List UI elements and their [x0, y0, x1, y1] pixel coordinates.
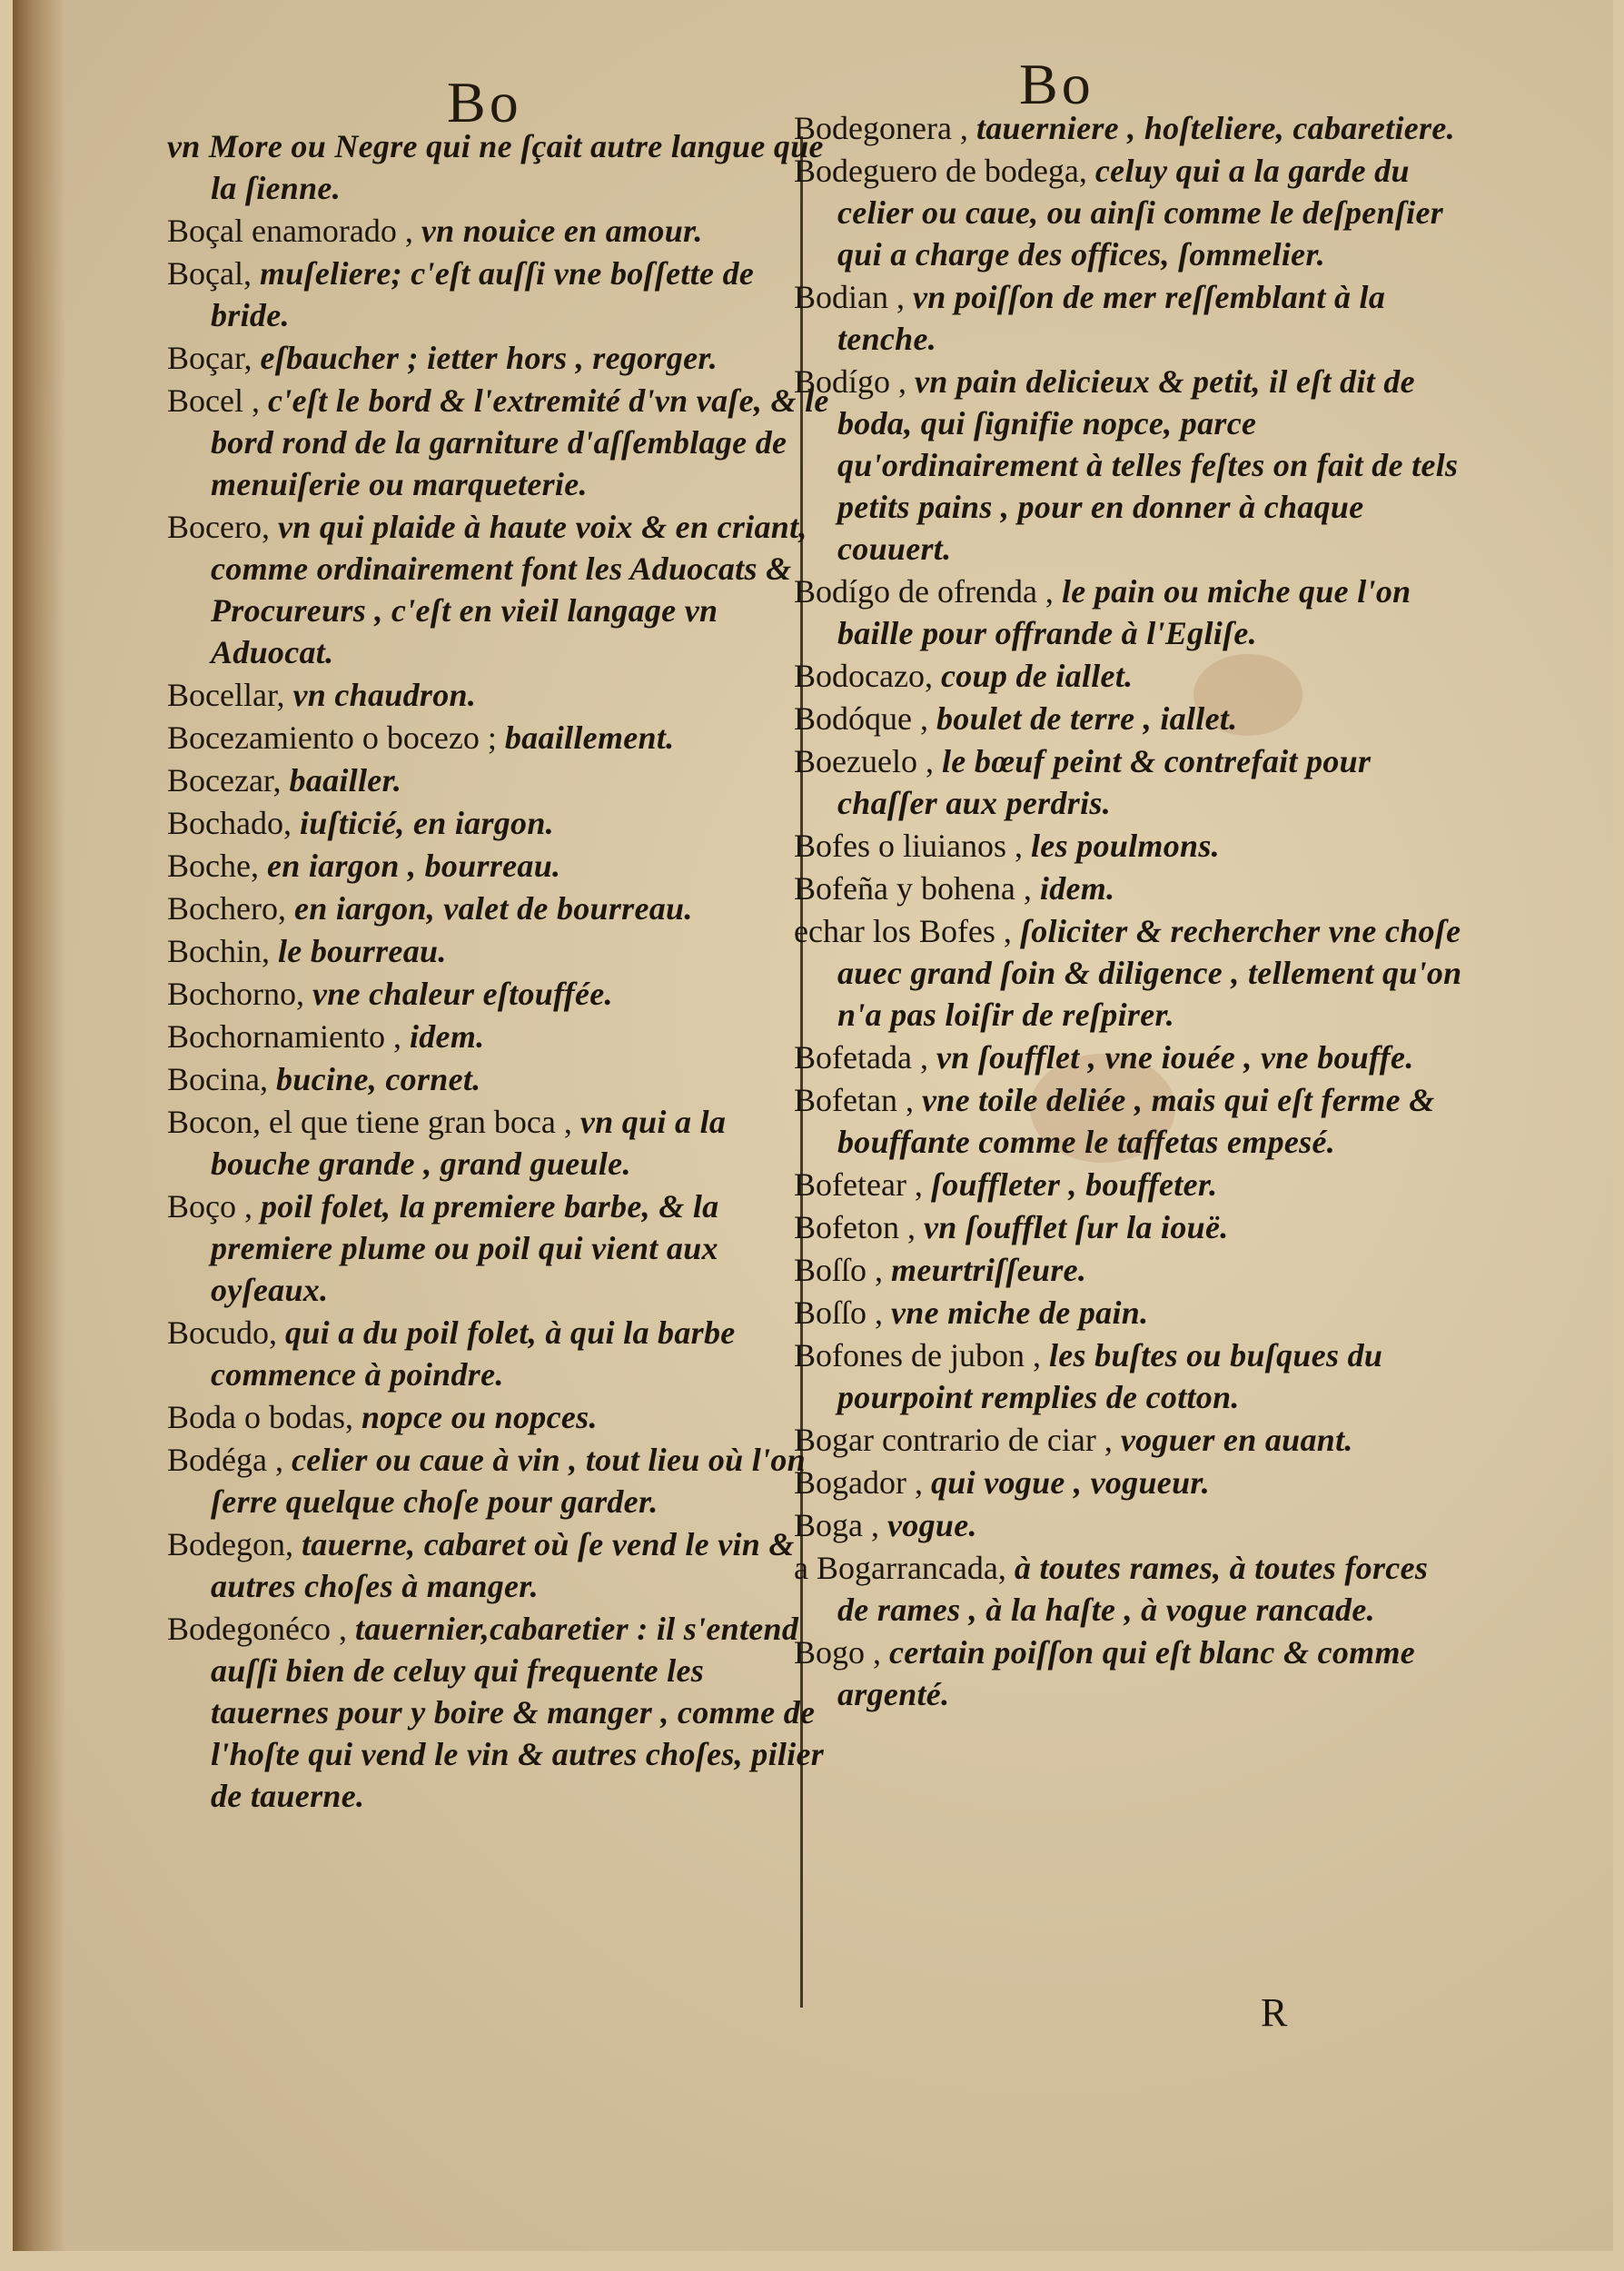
entry-headword: Bogar contrario de ciar ,	[794, 1422, 1121, 1458]
entry-headword: Bofeton ,	[794, 1209, 924, 1245]
dictionary-entry	[794, 361, 1466, 570]
dictionary-entry	[167, 1396, 830, 1438]
dictionary-entry	[794, 1164, 1466, 1205]
dictionary-entry	[794, 740, 1466, 824]
entry-headword: Bodocazo,	[794, 658, 941, 694]
entry-definition: voguer en auant.	[1120, 1422, 1353, 1458]
dictionary-entry	[794, 1036, 1466, 1078]
dictionary-entry	[794, 1419, 1466, 1461]
entry-headword: Boçar,	[167, 340, 261, 376]
dictionary-entry	[167, 1312, 830, 1395]
entry-headword: Bocudo,	[167, 1314, 285, 1351]
entry-definition: tauernier,cabaretier : il s'entend auſſi bien de celuy qui frequente les tauernes pour y boire & manger , comme de l'hoſte qui vend le vin & autres choſes, pilier de tauerne.	[211, 1611, 825, 1814]
entry-headword: Boço ,	[167, 1188, 261, 1225]
entry-definition: les buſtes ou buſques du pourpoint remplies de cotton.	[837, 1337, 1383, 1415]
entry-headword: Bochorno,	[167, 976, 312, 1012]
entry-headword: Bodígo de ofrenda ,	[794, 573, 1062, 610]
dictionary-entry	[167, 1185, 830, 1311]
entry-headword: Boçal,	[167, 255, 260, 292]
entry-headword: Boçal enamorado ,	[167, 213, 421, 249]
dictionary-entry	[794, 655, 1466, 697]
entry-headword: Bocel ,	[167, 382, 268, 419]
running-header-left: Bo	[447, 70, 522, 134]
entry-definition: à toutes rames, à toutes forces de rames , à la haſte , à vogue rancade.	[837, 1550, 1429, 1628]
entry-definition: vn poiſſon de mer reſſemblant à la tenche.	[837, 279, 1386, 357]
dictionary-entry	[167, 1523, 830, 1607]
dictionary-entry	[167, 888, 830, 929]
entry-headword: Bodeguero de bodega,	[794, 153, 1095, 189]
entry-definition: c'eſt le bord & l'extremité d'vn vaſe, & le bord rond de la garniture d'aſſemblage de menuiſerie ou marqueterie.	[211, 382, 829, 502]
entry-definition: nopce ou nopces.	[361, 1399, 598, 1435]
dictionary-entry	[167, 125, 830, 209]
entry-headword: Bogo ,	[794, 1634, 890, 1671]
entry-headword: Bofetear ,	[794, 1166, 931, 1203]
entry-definition: poil folet, la premiere barbe, & la premiere plume ou poil qui vient aux oyſeaux.	[211, 1188, 719, 1308]
entry-definition: baaillement.	[504, 719, 675, 756]
entry-headword: Bofones de jubon ,	[794, 1337, 1049, 1374]
dictionary-entry	[794, 1547, 1466, 1631]
dictionary-entry	[167, 1608, 830, 1817]
dictionary-entry	[167, 210, 830, 252]
entry-definition: ſouffleter , bouffeter.	[930, 1166, 1218, 1203]
entry-definition: le bœuf peint & contrefait pour chaſſer aux perdris.	[837, 743, 1371, 821]
dictionary-entry	[794, 1249, 1466, 1291]
entry-definition: vn pain delicieux & petit, il eſt dit de boda, qui ſignifie nopce, parce qu'ordinairement à telles feſtes on fait de tels petits pains , pour en donner à chaque couuert.	[837, 363, 1459, 567]
dictionary-entry	[794, 698, 1466, 739]
entry-headword: Boſſo ,	[794, 1252, 892, 1288]
entry-headword: Boche,	[167, 848, 267, 884]
entry-headword: Bodéga ,	[167, 1442, 292, 1478]
entry-definition: baailler.	[289, 762, 402, 798]
dictionary-entry	[794, 570, 1466, 654]
dictionary-entry	[167, 1101, 830, 1185]
catchword: R	[1261, 1990, 1288, 2035]
dictionary-entry	[794, 1292, 1466, 1334]
entry-definition: celuy qui a la garde du celier ou caue, ou ainſi comme le deſpenſier qui a charge des offices, ſommelier.	[837, 153, 1444, 273]
entry-definition: vn qui a la bouche grande , grand gueule.	[211, 1104, 727, 1182]
entry-definition: vne miche de pain.	[891, 1294, 1149, 1331]
dictionary-entry	[167, 845, 830, 887]
entry-headword: echar los Bofes ,	[794, 913, 1020, 949]
entry-headword: Bochado,	[167, 805, 300, 841]
entry-headword: Bocero,	[167, 509, 278, 545]
entry-definition: en iargon , bourreau.	[266, 848, 561, 884]
dictionary-entry	[794, 1631, 1466, 1715]
entry-definition: en iargon, valet de bourreau.	[293, 890, 693, 927]
entry-headword: Bofetada ,	[794, 1039, 936, 1076]
entry-definition: tauerne, cabaret où ſe vend le vin & autres choſes à manger.	[211, 1526, 795, 1604]
entry-definition: muſeliere; c'eſt auſſi vne boſſette de bride.	[211, 255, 755, 333]
dictionary-entry	[794, 1206, 1466, 1248]
dictionary-entry	[167, 1058, 830, 1100]
dictionary-entry	[167, 973, 830, 1015]
entry-definition: vogue.	[887, 1507, 977, 1543]
entry-headword: Bochin,	[167, 933, 278, 969]
entry-definition: certain poiſſon qui eſt blanc & comme argenté.	[837, 1634, 1416, 1712]
entry-definition: tauerniere , hoſteliere, cabaretiere.	[975, 110, 1455, 146]
entry-definition: vn ſoufflet ſur la iouë.	[923, 1209, 1229, 1245]
entry-headword: a Bogarrancada,	[794, 1550, 1015, 1586]
entry-headword: Bocellar,	[167, 677, 293, 713]
dictionary-page	[13, 0, 1613, 2251]
dictionary-entry	[794, 868, 1466, 909]
entry-headword: Bogador ,	[794, 1464, 931, 1501]
dictionary-entry	[167, 253, 830, 336]
entry-definition: vn ſoufflet , vne iouée , vne bouffe.	[936, 1039, 1414, 1076]
dictionary-entry	[167, 1439, 830, 1522]
dictionary-entry	[167, 759, 830, 801]
dictionary-entry	[794, 150, 1466, 275]
dictionary-entry	[794, 1504, 1466, 1546]
entry-headword: Bocezamiento o bocezo ;	[167, 719, 505, 756]
dictionary-entry	[794, 1334, 1466, 1418]
dictionary-entry	[794, 276, 1466, 360]
binding-shadow	[13, 0, 65, 2251]
dictionary-entry	[794, 910, 1466, 1036]
entry-headword: Bodígo ,	[794, 363, 916, 400]
entry-definition: idem.	[409, 1018, 485, 1055]
entry-definition: vn qui plaide à haute voix & en criant, comme ordinairement font les Aduocats & Procureurs , c'eſt en vieil langage vn Aduocat.	[211, 509, 807, 670]
entry-definition: vn nouice en amour.	[421, 213, 703, 249]
entry-headword: Bofetan ,	[794, 1082, 922, 1118]
entry-headword: Bocina,	[167, 1061, 276, 1097]
entry-definition: boulet de terre , iallet.	[936, 700, 1238, 737]
entry-headword: Boſſo ,	[794, 1294, 892, 1331]
dictionary-entry	[794, 1462, 1466, 1503]
entry-definition: les poulmons.	[1030, 828, 1220, 864]
entry-headword: Bodegon,	[167, 1526, 302, 1562]
entry-definition: idem.	[1039, 870, 1115, 907]
entry-definition: eſbaucher ; ietter hors , regorger.	[260, 340, 718, 376]
entry-headword: Bochero,	[167, 890, 294, 927]
left-column	[167, 125, 830, 1818]
entry-definition: bucine, cornet.	[275, 1061, 481, 1097]
entry-headword: Bodegonéco ,	[167, 1611, 355, 1647]
dictionary-entry	[167, 717, 830, 759]
entry-definition: iuſticié, en iargon.	[299, 805, 554, 841]
entry-headword: Bodegonera ,	[794, 110, 976, 146]
dictionary-entry	[167, 337, 830, 379]
dictionary-entry	[167, 1016, 830, 1057]
entry-definition: vne toile deliée , mais qui eſt ferme & bouffante comme le taffetas empesé.	[837, 1082, 1435, 1160]
entry-definition: ſoliciter & rechercher vne choſe auec grand ſoin & diligence , tellement qu'on n'a pas loiſir de reſpirer.	[837, 913, 1462, 1033]
entry-definition: vne chaleur eſtouffée.	[312, 976, 613, 1012]
entry-headword: Bocezar,	[167, 762, 290, 798]
entry-headword: Bodian ,	[794, 279, 913, 315]
entry-definition: meurtriſſeure.	[891, 1252, 1087, 1288]
dictionary-entry	[167, 380, 830, 505]
entry-definition: vn More ou Negre qui ne ſçait autre langue que la ſienne.	[167, 128, 824, 206]
dictionary-entry	[794, 107, 1466, 149]
entry-headword: Bofes o liuianos ,	[794, 828, 1031, 864]
entry-definition: celier ou caue à vin , tout lieu où l'on ſerre quelque choſe pour garder.	[211, 1442, 806, 1520]
entry-definition: vn chaudron.	[292, 677, 477, 713]
running-header-right: Bo	[1019, 52, 1094, 116]
dictionary-entry	[167, 674, 830, 716]
right-column	[794, 107, 1466, 1716]
dictionary-entry	[167, 930, 830, 972]
entry-headword: Boga ,	[794, 1507, 887, 1543]
entry-definition: le pain ou miche que l'on baille pour offrande à l'Egliſe.	[837, 573, 1411, 651]
dictionary-entry	[794, 825, 1466, 867]
dictionary-entry	[167, 802, 830, 844]
entry-headword: Boda o bodas,	[167, 1399, 361, 1435]
dictionary-entry	[167, 506, 830, 673]
entry-definition: qui vogue , vogueur.	[930, 1464, 1211, 1501]
entry-definition: le bourreau.	[278, 933, 447, 969]
entry-definition: coup de iallet.	[940, 658, 1134, 694]
entry-headword: Bocon, el que tiene gran boca ,	[167, 1104, 580, 1140]
entry-headword: Bochornamiento ,	[167, 1018, 410, 1055]
entry-headword: Bodóque ,	[794, 700, 936, 737]
entry-headword: Bofeña y bohena ,	[794, 870, 1040, 907]
entry-headword: Boezuelo ,	[794, 743, 942, 779]
entry-definition: qui a du poil folet, à qui la barbe commence à poindre.	[211, 1314, 736, 1393]
dictionary-entry	[794, 1079, 1466, 1163]
